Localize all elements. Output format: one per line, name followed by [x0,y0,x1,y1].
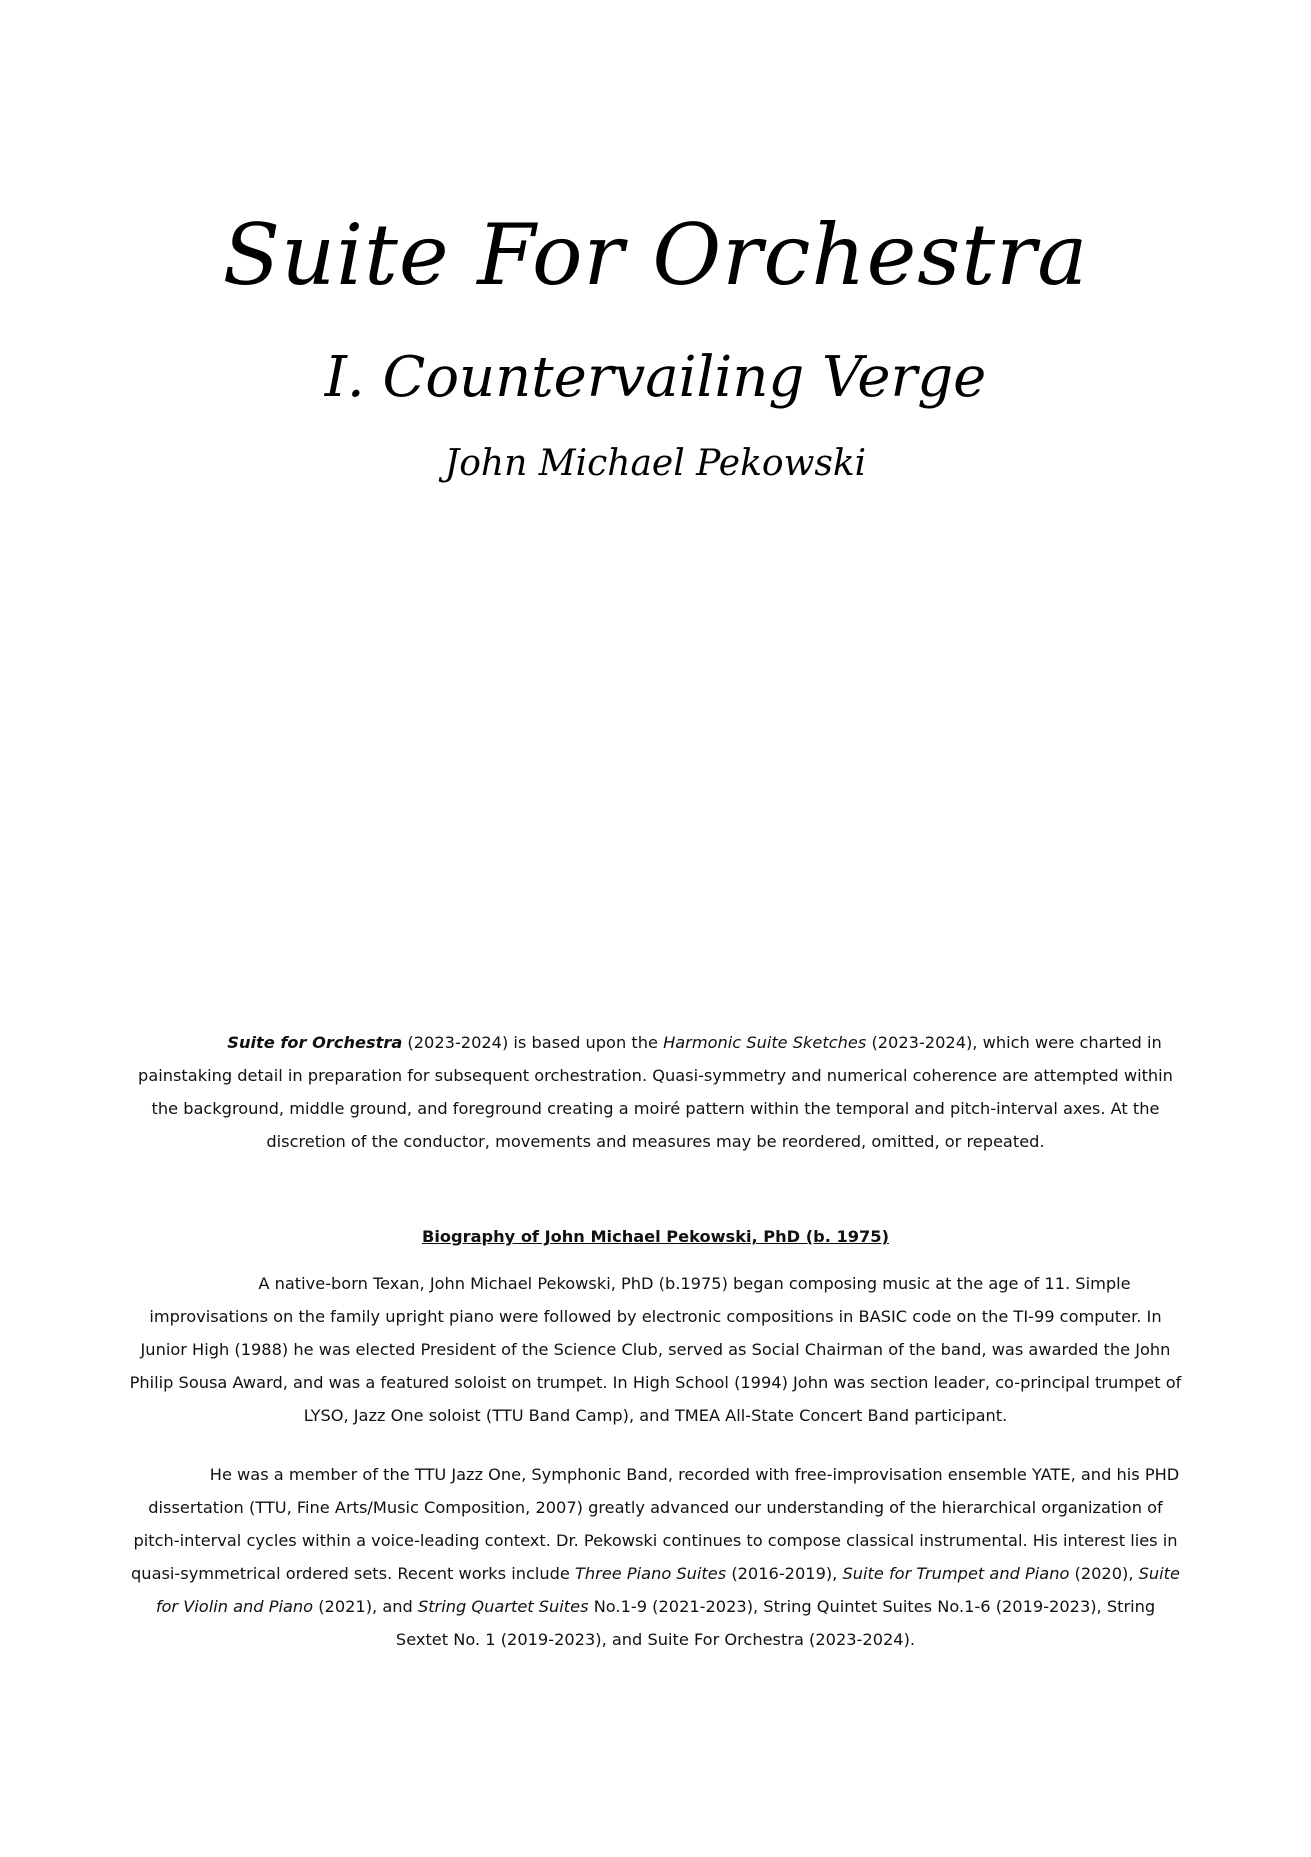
biography-section [128,1458,1183,1656]
score-title: Suite For Orchestra [222,206,1089,304]
work-title: String Quartet Suites [417,1597,589,1616]
work-title: Suite for Orchestra [227,1033,403,1052]
biography-text: No.1-9 (2021-2023), String Quintet Suites No.1-6 (2019-2023), String Sextet No. 1 (2019-2023), and Suite For Orchestra (2023-2024). [395,1597,1156,1649]
program-note [128,1026,1183,1158]
program-note-text: (2023-2024), which were charted in painstaking detail in preparation for subsequent orchestration. Quasi-symmetry and numerical coherence are attempted within the background, middle ground, and foreground creating a moiré pattern within the temporal and pitch-interval axes. At the discretion of the conductor, movements and measures may be reordered, omitted, or repeated. [138,1033,1173,1151]
work-title: Three Piano Suites [575,1564,727,1583]
movement-title: I. Countervailing Verge [324,345,987,410]
sketches-title: Harmonic Suite Sketches [663,1033,867,1052]
biography-text: He was a member of the TTU Jazz One, Symphonic Band, recorded with free-improvisation ensemble YATE, and his PHD dissertation (TTU, Fine Arts/Music Composition, 2007) greatly advanced our understanding of the hierarchical organization of pitch-interval cycles within a voice-leading context. Dr. Pekowski continues to compose classical instrumental. His interest lies in quasi-symmetrical ordered sets. Recent works include [131,1465,1180,1583]
biography-heading: Biography of John Michael Pekowski, PhD (b. 1975) [422,1227,889,1246]
biography-text: (2021), and [313,1597,418,1616]
biography-paragraph-1: A native-born Texan, John Michael Pekowski, PhD (b.1975) began composing music at the age of 11. Simple improvisations on the family upright piano were followed by electronic compositions in BASIC code on the TI-99 computer. In Junior High (1988) he was elected President of the Science Club, served as Social Chairman of the band, was awarded the John Philip Sousa Award, and was a featured soloist on trumpet. In High School (1994) John was section leader, co-principal trumpet of LYSO, Jazz One soloist (TTU Band Camp), and TMEA All-State Concert Band participant. [129,1274,1182,1425]
work-title: Suite for Violin and Piano [155,1564,1180,1616]
biography-section [128,1267,1183,1432]
composer-name: John Michael Pekowski [444,443,867,484]
program-note-paragraph [128,1026,1183,1158]
biography-text: (2016-2019), [726,1564,843,1583]
program-note-text: (2023-2024) is based upon the [402,1033,664,1052]
biography-paragraph-2 [128,1458,1183,1656]
biography-text: (2020), [1069,1564,1139,1583]
work-title: Suite for Trumpet and Piano [842,1564,1070,1583]
